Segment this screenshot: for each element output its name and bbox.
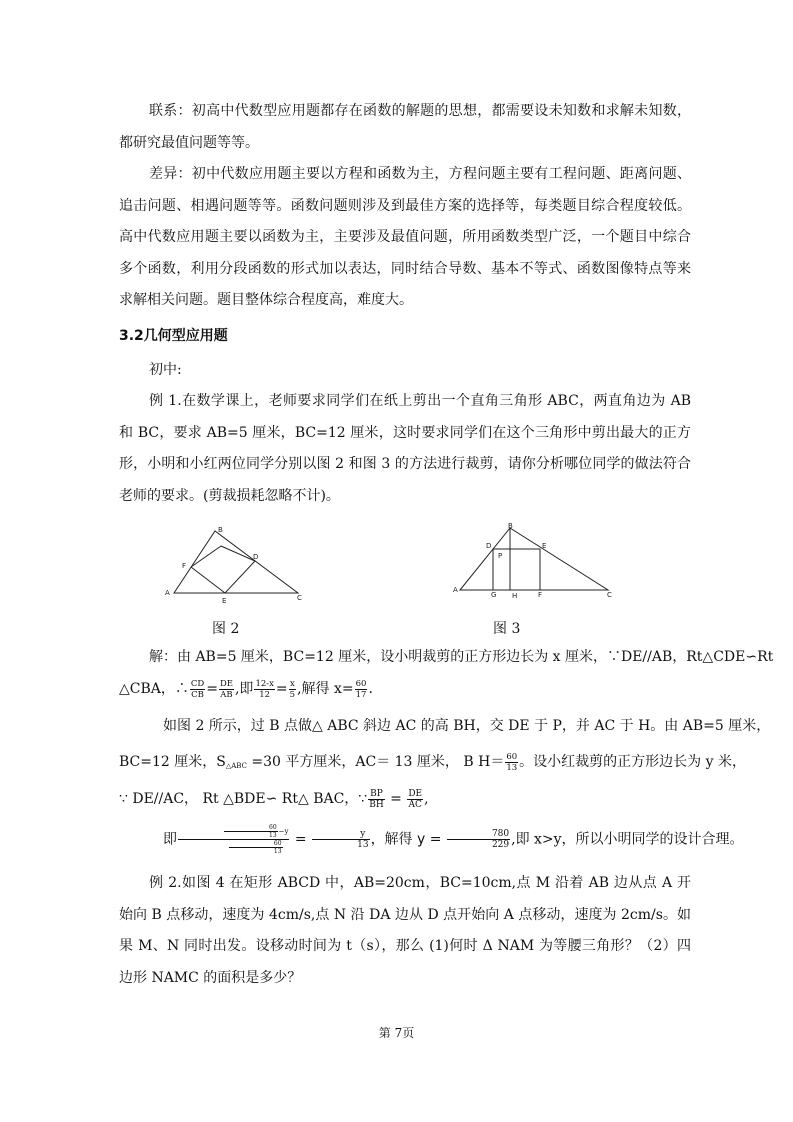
solution2-text: ，解得 <box>370 831 418 848</box>
fig2-label-C: C <box>297 594 302 602</box>
equals-sign: = <box>290 831 312 848</box>
y-equation: y = <box>417 831 446 848</box>
solution-text: △CBA，∴ <box>119 681 189 697</box>
fig3-label-G: G <box>491 591 497 599</box>
solution2-text: 即 <box>163 831 177 848</box>
fraction-de-ab: $\frac{DE}{AB}$ <box>219 678 233 700</box>
fraction-12-x: $\frac{12-x}{12}$ <box>255 678 274 700</box>
solution-line-2 <box>119 674 691 706</box>
fraction-60-17: $\frac{60}{17}$ <box>355 678 367 700</box>
fig2-label-B: B <box>218 526 223 534</box>
solution2-text: ,即 x>y，所以小明同学的设计合理。 <box>511 831 744 848</box>
equals-sign: = <box>385 791 407 807</box>
solution-text: ,即 <box>234 681 254 697</box>
nested-fraction: $\frac{60}{13}$ −y $\frac{60}{13}$ <box>178 824 289 855</box>
fig3-label-A: A <box>453 586 458 594</box>
fig3-label-E: E <box>542 542 547 550</box>
fig3-label-F: F <box>538 591 543 599</box>
solution2-text: ∵ DE//AC， Rt △BDE∽ Rt△ BAC，∵ <box>119 791 368 807</box>
subheading-junior: 初中: <box>149 362 182 378</box>
fraction-780-229: $\frac{780}{229}$ <box>447 829 510 850</box>
fraction-cd-cb: $\frac{CD}{CB}$ <box>190 678 205 700</box>
example-1-text: 例 1.在数学课上，老师要求同学们在纸上剪出一个直角三角形 ABC，两直角边为 AB 和 BC，要求 AB=5 厘米，BC=12 厘米，这时要求同学们在这个三角形中剪出最大的正方形，小明和小红两位同学分别以图 2 和图 3 的方法进行裁剪，请你分析哪位同学的做法符合老师的要求。(剪裁损耗忽略不计)。 <box>119 393 691 504</box>
page-number: 第 7页 <box>378 1026 415 1040</box>
paragraph-difference: 差异：初中代数应用题主要以方程和函数为主，方程问题主要有工程问题、距离问题、追击问题、相遇问题等等。函数问题则涉及到最佳方案的选择等，每类题目综合程度较低。高中代数应用题主要以函数为主，主要涉及最值问题，所用函数类型广泛，一个题目中综合多个函数，利用分段函数的形式加以表达，同时结合导数、基本不等式、函数图像特点等来求解相关问题。题目整体综合程度高，难度大。 <box>119 166 691 308</box>
section-heading: 3.2几何型应用题 <box>119 328 228 344</box>
fig2-label-A: A <box>165 589 170 597</box>
fraction-bp-bh: $\frac{BP}{BH}$ <box>369 788 384 810</box>
equals-sign: = <box>206 681 218 697</box>
fig2-label-D: D <box>253 553 259 561</box>
figure-3-caption: 图 3 <box>493 621 521 637</box>
solution2-text: 。设小红裁剪的正方形边长为 y 米， <box>519 754 746 770</box>
solution2-text: , <box>424 791 429 807</box>
fig2-label-F: F <box>182 562 187 570</box>
figure-3-diagram <box>450 520 618 600</box>
fig2-label-E: E <box>222 597 227 605</box>
solution-text: . <box>368 681 373 697</box>
area-subscript: △ABC <box>225 762 247 770</box>
fig3-label-D: D <box>486 542 492 550</box>
figure-2-diagram <box>158 522 308 606</box>
solution2-line-1 <box>119 711 771 743</box>
paragraph-connection: 联系：初高中代数型应用题都存在函数的解题的思想，都需要设未知数和求解未知数，都研究最值问题等等。 <box>119 103 691 151</box>
fraction-60-13: $\frac{60}{13}$ <box>506 751 518 773</box>
solution2-text: BC=12 厘米，S <box>119 754 226 770</box>
solution2-line-3 <box>119 784 691 816</box>
figure-2-caption: 图 2 <box>212 621 240 637</box>
solution-intro: 解：由 AB=5 厘米，BC=12 厘米，设小明裁剪的正方形边长为 x 厘米，∵DE//AB，Rt△CDE∽Rt <box>149 649 774 665</box>
fraction-de-ac: $\frac{DE}{AC}$ <box>408 788 423 810</box>
solution2-text: =30 平方厘米，AC＝ 13 厘米， B H＝ <box>246 754 505 770</box>
equals-sign: = <box>275 681 288 697</box>
solution2-line-2 <box>119 747 746 783</box>
fig3-label-B: B <box>508 522 513 530</box>
solution-line-1 <box>119 642 774 674</box>
solution2-text: 如图 2 所示，过 B 点做△ ABC 斜边 AC 的高 BH，交 DE 于 P，并 AC 于 H。由 AB=5 厘米， <box>163 718 771 734</box>
fig3-label-P: P <box>498 552 503 560</box>
fraction-x-5: $\frac{x}{5}$ <box>289 678 296 700</box>
fig3-label-H: H <box>512 592 518 600</box>
solution-text: ,解得 x= <box>297 681 354 697</box>
fraction-y-13: $\frac{y}{13}$ <box>312 829 369 850</box>
fig3-label-C: C <box>607 591 612 599</box>
example-2-text: 例 2.如图 4 在矩形 ABCD 中，AB=20cm，BC=10cm,点 M 沿着 AB 边从点 A 开始向 B 点移动，速度为 4cm/s,点 N 沿 DA 边从 D 点开始向 A 点移动，速度为 2cm/s。如果 M、N 同时出发。设移动时间为 t（s），那么 (1)何时 Δ NAM 为等腰三角形？（2）四边形 NAMC 的面积是多少？ <box>119 875 691 986</box>
solution2-line-4 <box>119 824 744 856</box>
